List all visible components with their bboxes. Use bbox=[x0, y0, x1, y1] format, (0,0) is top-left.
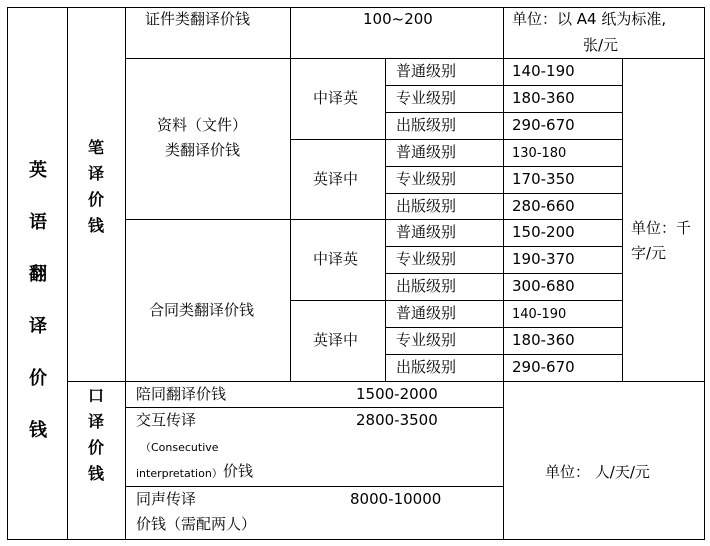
border-top bbox=[7, 7, 704, 8]
label-char: 笔 bbox=[87, 138, 104, 157]
title-char: 价 bbox=[29, 368, 47, 389]
title-char: 语 bbox=[29, 212, 47, 233]
label-char: 钱 bbox=[87, 464, 104, 483]
col-line bbox=[290, 7, 291, 59]
level-label: 普通级别 bbox=[396, 62, 457, 80]
certificate-price: 100~200 bbox=[363, 10, 433, 28]
zh-en-label: 中译英 bbox=[313, 89, 359, 107]
level-label: 出版级别 bbox=[396, 116, 457, 134]
price-value: 170-350 bbox=[512, 170, 575, 188]
consecutive-label: 交互传译 bbox=[136, 411, 197, 429]
level-label: 专业级别 bbox=[396, 331, 457, 349]
en-zh-label: 英译中 bbox=[313, 331, 359, 349]
price-value: 180-360 bbox=[512, 331, 575, 349]
price-value: 180-360 bbox=[512, 89, 575, 107]
row-line bbox=[125, 407, 503, 408]
price-value: 290-670 bbox=[512, 358, 575, 376]
price-value: 150-200 bbox=[512, 223, 575, 241]
price-value: 280-660 bbox=[512, 197, 575, 215]
title-char: 翻 bbox=[29, 264, 47, 285]
level-label: 专业级别 bbox=[396, 250, 457, 268]
price-value: 130-180 bbox=[512, 146, 567, 161]
certificate-label: 证件类翻译价钱 bbox=[145, 10, 251, 28]
col-line bbox=[290, 58, 291, 382]
table-title bbox=[25, 145, 51, 457]
level-label: 普通级别 bbox=[396, 143, 457, 161]
col-line bbox=[503, 7, 504, 540]
row-line bbox=[125, 58, 704, 59]
level-label: 出版级别 bbox=[396, 358, 457, 376]
level-label: 普通级别 bbox=[396, 223, 457, 241]
oral-interpretation-label bbox=[86, 383, 106, 487]
level-label: 专业级别 bbox=[396, 89, 457, 107]
price-value: 190-370 bbox=[512, 250, 575, 268]
price-value: 300-680 bbox=[512, 277, 575, 295]
row-line bbox=[290, 300, 622, 301]
price-value: 290-670 bbox=[512, 116, 575, 134]
border-left bbox=[7, 7, 8, 540]
consecutive-label: （Consecutive bbox=[140, 441, 219, 454]
label-char: 口 bbox=[87, 386, 104, 405]
written-translation-label bbox=[86, 135, 106, 239]
price-value: 140-190 bbox=[512, 62, 575, 80]
level-label: 出版级别 bbox=[396, 197, 457, 215]
certificate-unit: 张/元 bbox=[583, 36, 619, 54]
escort-price: 1500-2000 bbox=[356, 385, 438, 403]
simultaneous-label: 价钱（需配两人） bbox=[136, 515, 257, 533]
simultaneous-label: 同声传译 bbox=[136, 490, 197, 508]
col-line bbox=[622, 58, 623, 382]
title-char: 钱 bbox=[29, 420, 47, 441]
contracts-label: 合同类翻译价钱 bbox=[149, 301, 255, 319]
certificate-unit: 单位：以 A4 纸为标准, bbox=[512, 10, 667, 28]
documents-label: 类翻译价钱 bbox=[165, 141, 241, 159]
row-line bbox=[125, 486, 503, 487]
border-right bbox=[704, 7, 705, 540]
title-char: 译 bbox=[29, 316, 47, 337]
written-unit: 单位：千 bbox=[631, 219, 692, 237]
escort-label: 陪同翻译价钱 bbox=[136, 385, 227, 403]
zh-en-label: 中译英 bbox=[313, 250, 359, 268]
documents-label: 资料（文件） bbox=[157, 116, 248, 134]
label-char: 钱 bbox=[87, 216, 104, 235]
price-value: 140-190 bbox=[512, 307, 567, 322]
title-char: 英 bbox=[29, 160, 47, 181]
label-char: 译 bbox=[87, 412, 104, 431]
label-char: 价 bbox=[87, 190, 104, 209]
simultaneous-price: 8000-10000 bbox=[350, 490, 442, 508]
label-char: 译 bbox=[87, 164, 104, 183]
label-char: 价 bbox=[87, 438, 104, 457]
col-line bbox=[385, 58, 386, 382]
en-zh-label: 英译中 bbox=[313, 170, 359, 188]
written-unit: 字/元 bbox=[631, 244, 667, 262]
level-label: 出版级别 bbox=[396, 277, 457, 295]
border-bottom bbox=[7, 539, 704, 540]
level-label: 专业级别 bbox=[396, 170, 457, 188]
level-label: 普通级别 bbox=[396, 304, 457, 322]
col-line bbox=[67, 7, 68, 540]
consecutive-label: 价钱 bbox=[223, 462, 254, 480]
row-line bbox=[290, 139, 622, 140]
oral-unit: 单位： 人/天/元 bbox=[545, 463, 650, 481]
consecutive-price: 2800-3500 bbox=[356, 411, 438, 429]
row-line bbox=[125, 219, 622, 220]
consecutive-label: interpretation） bbox=[136, 467, 223, 480]
col-line bbox=[125, 7, 126, 540]
